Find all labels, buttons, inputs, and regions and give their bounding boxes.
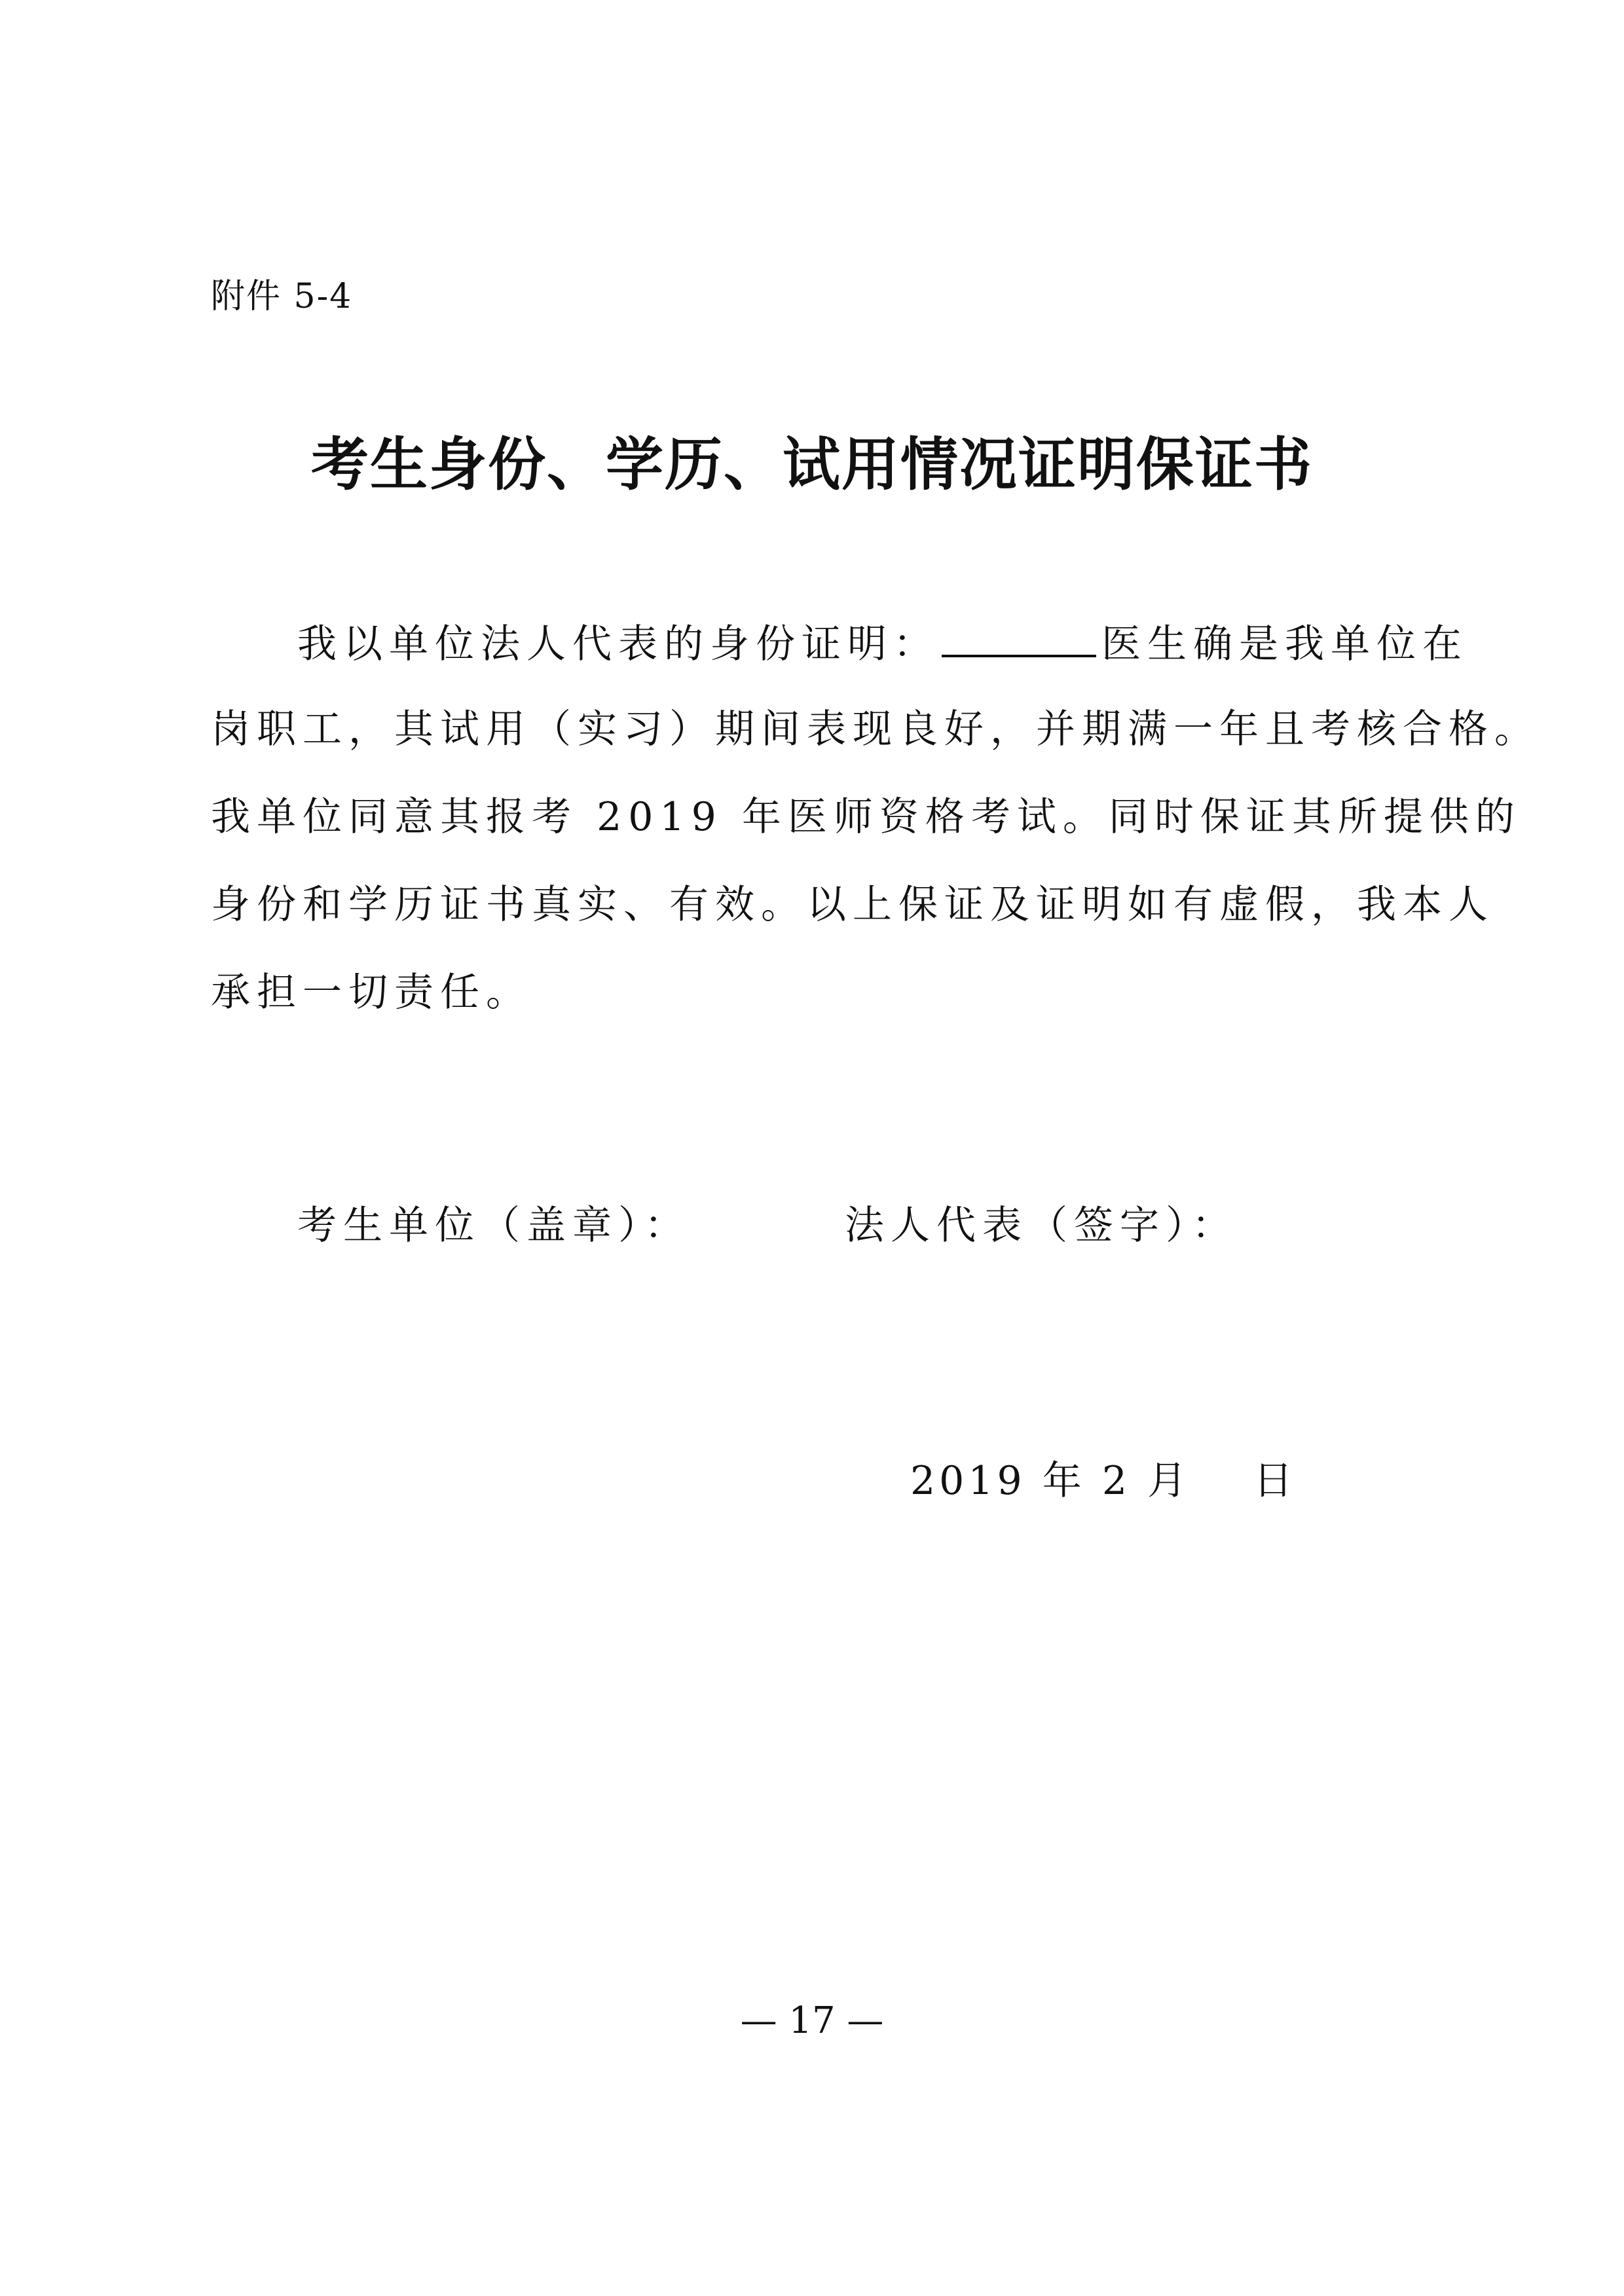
paragraph-line-4: 身份和学历证书真实、有效。以上保证及证明如有虚假，我本人 xyxy=(211,882,1494,928)
paragraph-line-1-end: 医生确是我单位在 xyxy=(1101,621,1468,667)
paragraph-line-2: 岗职工，其试用（实习）期间表现良好，并期满一年且考核合格。 xyxy=(211,706,1540,752)
page-number: — 17 — xyxy=(740,1999,884,2042)
attachment-label: 附件 5-4 xyxy=(211,277,353,316)
date-day-label: 日 xyxy=(1253,1458,1297,1504)
paragraph-line-3: 我单位同意其报考 2019 年医师资格考试。同时保证其所提供的 xyxy=(211,794,1521,840)
date-line xyxy=(910,1455,1297,1507)
unit-seal-label: 考生单位（盖章）： xyxy=(297,1203,690,1248)
date-year-month: 2019 年 2 月 xyxy=(910,1458,1191,1504)
doctor-name-blank[interactable] xyxy=(942,615,1096,657)
document-title: 考生身份、学历、试用情况证明保证书 xyxy=(310,431,1313,498)
representative-signature-label: 法人代表（签字）： xyxy=(845,1203,1238,1248)
paragraph-line-5: 承担一切责任。 xyxy=(211,970,532,1015)
paragraph-line-1 xyxy=(297,615,1468,670)
paragraph-line-1-start: 我以单位法人代表的身份证明： xyxy=(297,621,939,667)
